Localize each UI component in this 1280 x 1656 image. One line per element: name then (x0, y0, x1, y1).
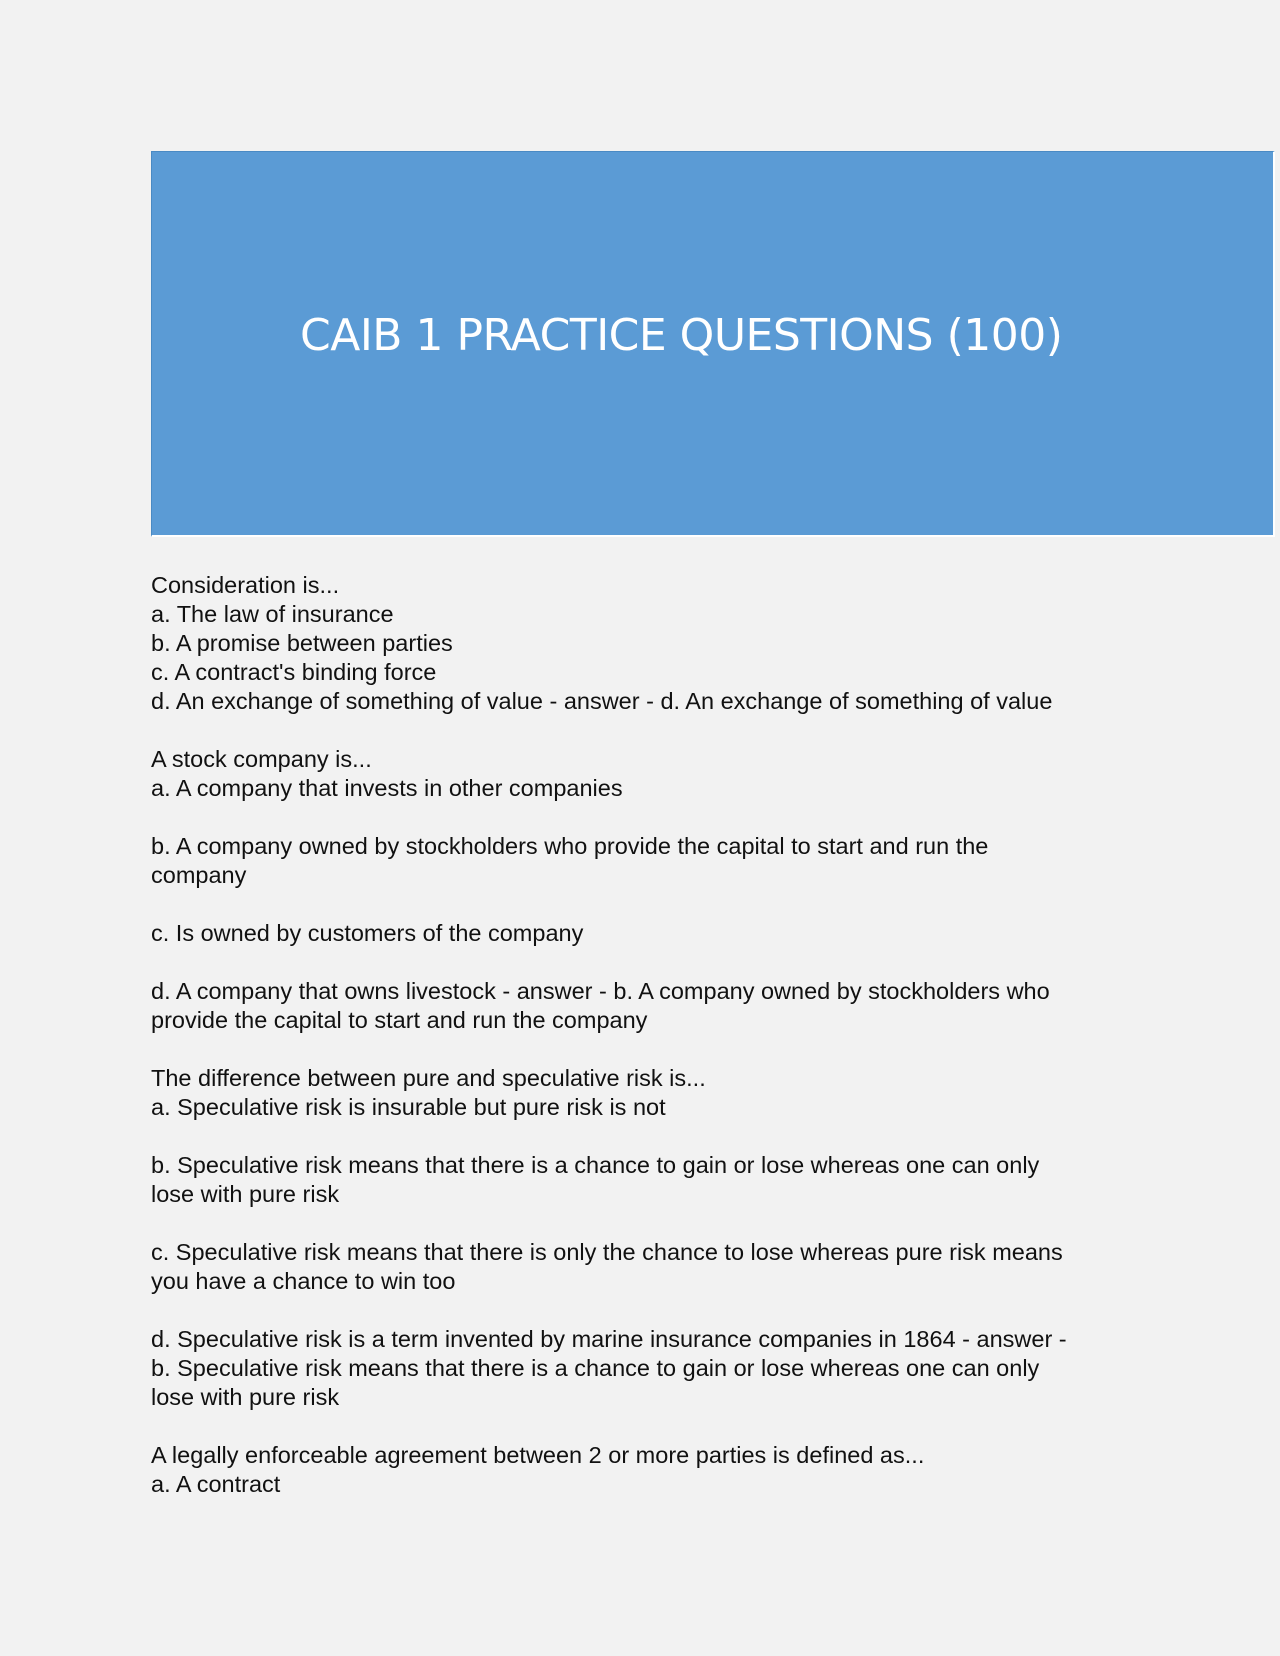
spacer (151, 948, 1131, 977)
spacer (151, 1412, 1131, 1441)
answer-option-continued: you have a chance to win too (151, 1268, 456, 1294)
answer-option: a. A contract (151, 1471, 281, 1497)
answer-option-continued: lose with pure risk (151, 1384, 340, 1410)
spacer (151, 1209, 1131, 1238)
answer-option: d. A company that owns livestock - answer - b. A company owned by stockholders who (151, 978, 1050, 1004)
answer-option: b. Speculative risk means that there is a chance to gain or lose whereas one can only (151, 1152, 1040, 1178)
spacer (151, 1035, 1131, 1064)
answer-option-continued: lose with pure risk (151, 1181, 340, 1207)
answer-option-continued: company (151, 862, 247, 888)
answer-option: d. An exchange of something of value - answer - d. An exchange of something of value (151, 688, 1053, 714)
spacer (151, 803, 1131, 832)
answer-option: a. A company that invests in other companies (151, 775, 623, 801)
question-prompt: A legally enforceable agreement between 2 or more parties is defined as... (151, 1442, 925, 1468)
title-banner (151, 151, 1275, 537)
answer-option: b. A promise between parties (151, 630, 453, 656)
question-block (151, 1441, 1131, 1499)
spacer (151, 1296, 1131, 1325)
question-prompt: A stock company is... (151, 746, 372, 772)
question-block (151, 571, 1131, 716)
answer-option: c. Speculative risk means that there is only the chance to lose whereas pure risk means (151, 1239, 1063, 1265)
answer-option-continued: provide the capital to start and run the company (151, 1007, 648, 1033)
spacer (151, 890, 1131, 919)
answer-option: a. The law of insurance (151, 601, 394, 627)
question-prompt: The difference between pure and speculative risk is... (151, 1065, 706, 1091)
spacer (151, 716, 1131, 745)
page-title: CAIB 1 PRACTICE QUESTIONS (100) (300, 310, 1063, 361)
answer-option: c. A contract's binding force (151, 659, 437, 685)
questions-body (151, 571, 1131, 1499)
answer-option: a. Speculative risk is insurable but pure risk is not (151, 1094, 666, 1120)
answer-option: b. A company owned by stockholders who provide the capital to start and run the (151, 833, 989, 859)
question-prompt: Consideration is... (151, 572, 340, 598)
question-block (151, 1064, 1131, 1412)
question-block (151, 745, 1131, 1035)
spacer (151, 1122, 1131, 1151)
answer-option: d. Speculative risk is a term invented by marine insurance companies in 1864 - answer - (151, 1326, 1067, 1352)
answer-option: c. Is owned by customers of the company (151, 920, 584, 946)
answer-option-continued: b. Speculative risk means that there is a chance to gain or lose whereas one can only (151, 1355, 1040, 1381)
